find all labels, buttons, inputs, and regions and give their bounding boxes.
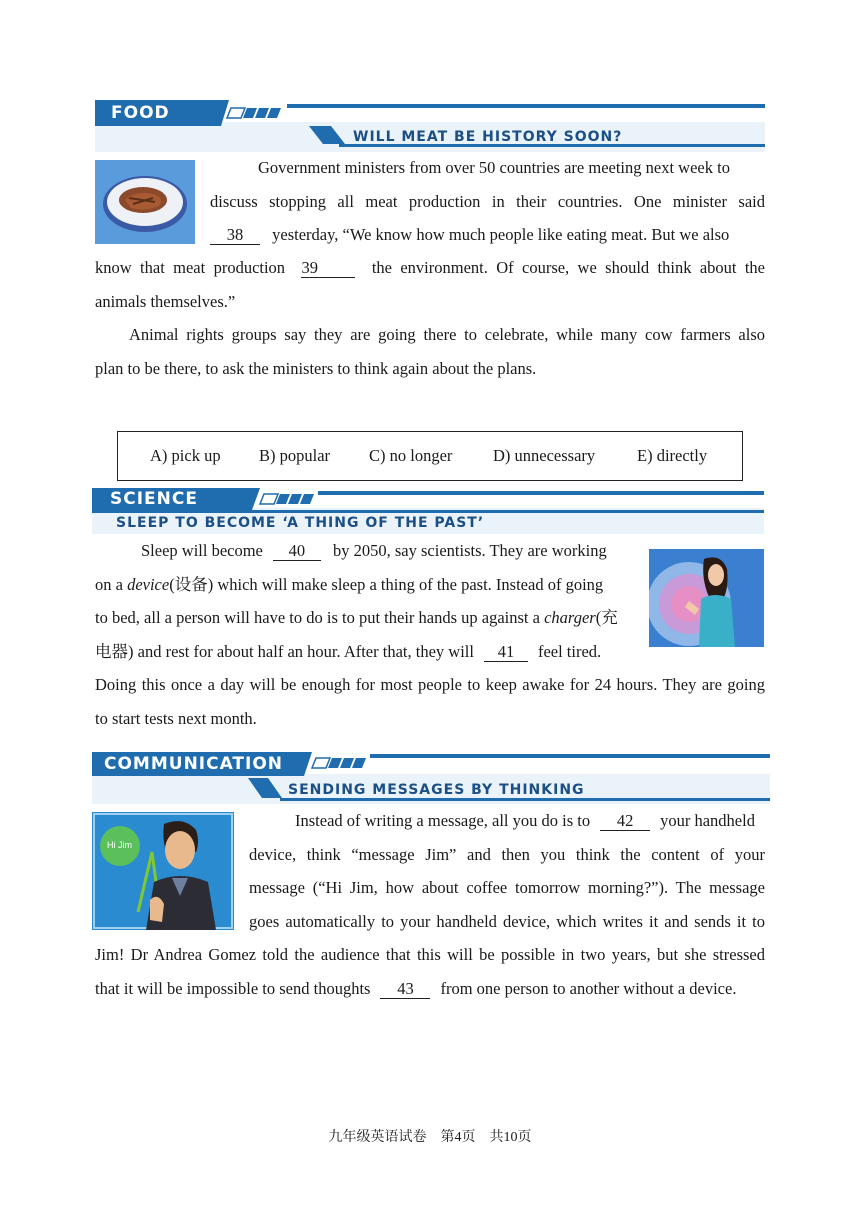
food-paragraph-1-cont [95, 251, 765, 318]
food-tag: FOOD [111, 103, 170, 123]
text-span: that it will be impossible to send thoughts [95, 978, 371, 998]
text-line: discuss stopping all meat production in their countries. One minister said [210, 191, 765, 211]
text-span: Instead of writing a message, all you do is to [295, 811, 591, 830]
text-line [95, 568, 635, 602]
blank-41[interactable]: 41 [484, 643, 528, 662]
science-tag: SCIENCE [110, 489, 198, 509]
option-e[interactable]: E) directly [637, 446, 708, 465]
word-options-box [117, 431, 743, 481]
food-banner [95, 100, 765, 152]
blank-43[interactable]: 43 [380, 980, 430, 999]
text-line: device, think “message Jim” and then you think the content of your [249, 844, 765, 864]
science-banner [92, 488, 764, 534]
text-line [249, 804, 765, 838]
blank-38[interactable]: 38 [210, 226, 260, 245]
text-span: (设备) which will make sleep a thing of the past. Instead of going [169, 574, 604, 594]
text-line: to start tests next month. [95, 708, 257, 728]
text-line [95, 601, 635, 635]
blank-42[interactable]: 42 [600, 812, 650, 831]
option-b[interactable]: B) popular [259, 446, 331, 465]
page-footer: 九年级英语试卷 第4页 共10页 [328, 1130, 532, 1145]
communication-paragraph-cont [95, 938, 765, 1005]
communication-headline: SENDING MESSAGES BY THINKING [288, 782, 585, 798]
text-line: message (“Hi Jim, how about coffee tomorrow morning?”). The message [249, 878, 765, 897]
text-line: Government ministers from over 50 countries are meeting next week to [258, 158, 730, 177]
blank-40[interactable]: 40 [273, 542, 321, 561]
text-line [95, 972, 765, 1006]
communication-tag: COMMUNICATION [104, 754, 284, 774]
device-word: device [127, 574, 170, 594]
text-span: (充 [595, 608, 618, 627]
steak-image [95, 160, 195, 244]
text-span: know that meat production [95, 258, 286, 277]
option-a[interactable]: A) pick up [150, 446, 221, 465]
woman-image [649, 549, 764, 647]
text-span: Sleep will become [141, 541, 263, 560]
text-span: on a [95, 574, 123, 594]
text-line: animals themselves.” [95, 291, 236, 311]
blank-39[interactable]: 39 [301, 259, 355, 278]
text-line: goes automatically to your handheld device, which writes it and sends it to [249, 911, 765, 931]
food-headline: WILL MEAT BE HISTORY SOON? [353, 129, 623, 145]
text-line: Doing this once a day will be enough for most people to keep awake for 24 hours. They are going [95, 675, 765, 694]
option-d[interactable]: D) unnecessary [493, 446, 596, 465]
communication-paragraph [249, 804, 765, 938]
text-span: 电器) and rest for about half an hour. After that, they will [95, 641, 474, 661]
text-span: the environment. Of course, we should think about the [371, 258, 765, 277]
text-span: yesterday, “We know how much people like eating meat. But we also [272, 225, 730, 244]
text-span: to bed, all a person will have to do is to put their hands up against a [95, 608, 540, 627]
food-paragraph-2 [95, 318, 765, 385]
text-span: your handheld [660, 811, 755, 830]
text-line [95, 635, 635, 669]
charger-word: charger [544, 608, 596, 627]
text-line: plan to be there, to ask the ministers to think again about the plans. [95, 358, 537, 378]
text-span: by 2050, say scientists. They are working [333, 541, 607, 560]
science-paragraph-cont [95, 668, 765, 735]
text-line: Jim! Dr Andrea Gomez told the audience that this will be possible in two years, but she stressed [95, 945, 765, 964]
communication-banner [92, 752, 770, 804]
science-headline: SLEEP TO BECOME ‘A THING OF THE PAST’ [116, 515, 485, 531]
text-span: from one person to another without a device. [440, 978, 737, 998]
option-c[interactable]: C) no longer [369, 446, 453, 465]
text-span: feel tired. [537, 641, 602, 661]
food-paragraph-1 [210, 151, 765, 252]
text-line [210, 218, 765, 252]
hi-jim-bubble-label: Hi Jim [107, 840, 132, 850]
science-paragraph [95, 534, 635, 668]
text-line: Animal rights groups say they are going there to celebrate, while many cow farmers also [129, 325, 765, 344]
man-image [92, 812, 234, 930]
text-line [95, 534, 635, 568]
text-line [95, 251, 765, 285]
